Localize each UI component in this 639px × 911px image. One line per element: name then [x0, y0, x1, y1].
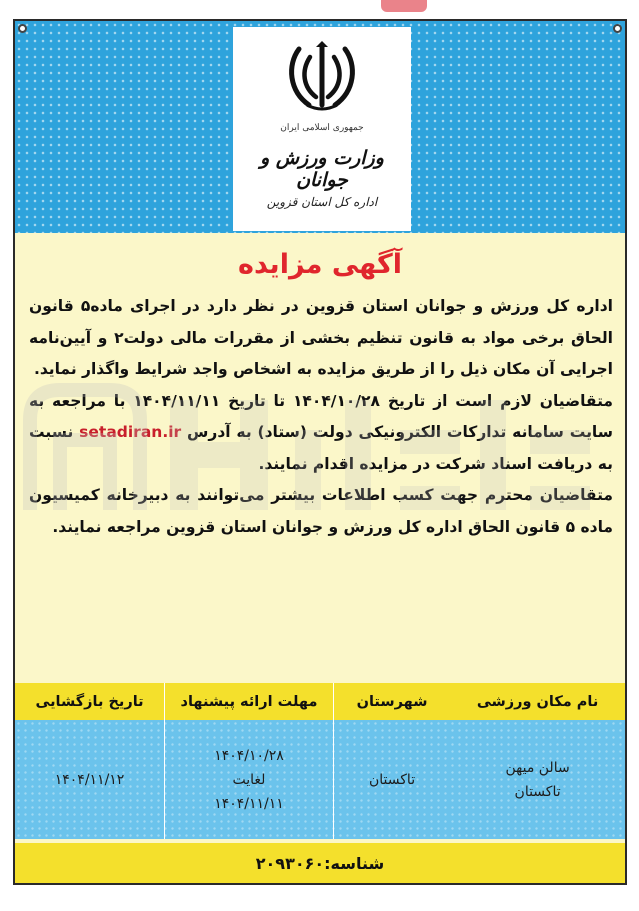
header-band	[15, 21, 625, 233]
paragraph-contact: متقاضیان محترم جهت کسب اطلاعات بیشتر می‌توانند به دبیرخانه کمیسیون ماده ۵ قانون الحاق اداره کل ورزش و جوانان استان قزوین مراجعه نمایند.	[29, 486, 613, 536]
corner-hook-icon	[18, 24, 27, 33]
opening-date-value: ۱۴۰۴/۱۱/۱۲	[54, 771, 125, 788]
header-card	[233, 27, 411, 231]
deadline-to: ۱۴۰۴/۱۱/۱۱	[214, 795, 284, 812]
cell-opening-date	[15, 720, 164, 839]
instructions-text-end: نسبت به دریافت اسناد شرکت در مزایده اقدام نمایند.	[29, 423, 613, 473]
paragraph-instructions	[29, 386, 613, 481]
deadline-from: ۱۴۰۴/۱۰/۲۸	[214, 747, 284, 764]
red-banner-fragment	[381, 0, 427, 12]
top-strip	[0, 0, 639, 18]
notice-id: شناسه:۲۰۹۳۰۶۰	[15, 843, 625, 883]
notice-body	[29, 291, 613, 543]
cell-city	[333, 720, 450, 839]
auction-table	[15, 683, 625, 839]
header-venue: نام مکان ورزشی	[476, 693, 599, 710]
notice-title: آگهی مزایده	[238, 249, 402, 280]
header-deadline: مهلت ارائه پیشنهاد	[164, 683, 333, 720]
department-name: اداره کل استان قزوین	[266, 195, 378, 209]
table-header-row	[15, 683, 625, 720]
setadiran-link[interactable]: setadiran.ir	[79, 423, 182, 441]
corner-hook-icon	[613, 24, 622, 33]
paragraph-intro: اداره کل ورزش و جوانان استان قزوین در نظر دارد در اجرای ماده۵ قانون الحاق برخی مواد به قانون تنظیم بخشی از مقررات مالی دولت۲ و آیین‌نامه اجرایی آن مکان ذیل را از طریق مزایده به اشخاص واجد شرایط واگذار نماید.	[29, 297, 613, 378]
deadline-to-label: لغایت	[232, 771, 266, 788]
header-city: شهرستان	[333, 683, 450, 720]
republic-caption: جمهوری اسلامی ایران	[280, 123, 364, 133]
header-opening-date: تاریخ بازگشایی	[35, 693, 144, 710]
venue-line-2: تاکستان	[514, 783, 561, 800]
table-row	[15, 720, 625, 839]
city-value: تاکستان	[369, 771, 416, 788]
venue-line-1: سالن میهن	[505, 759, 570, 776]
cell-venue	[450, 720, 625, 839]
instructions-text: متقاضیان لازم است از تاریخ ۱۴۰۴/۱۰/۲۸ تا تاریخ ۱۴۰۴/۱۱/۱۱ با مراجعه به سایت سامانه تدارکات الکترونیکی دولت (ستاد) به آدرس	[29, 391, 613, 441]
ministry-name: وزارت ورزش و جوانان	[260, 147, 384, 191]
notice-frame	[13, 19, 627, 885]
iran-emblem-icon	[285, 39, 359, 115]
cell-deadline	[164, 720, 333, 839]
